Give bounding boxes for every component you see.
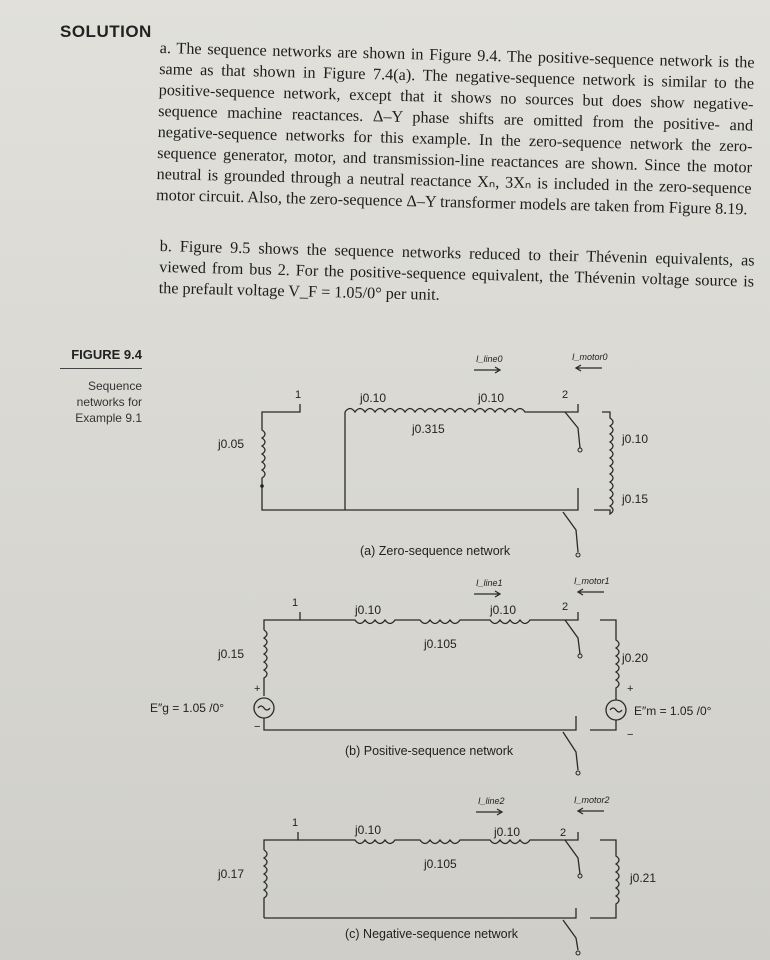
solution-part-a: a. The sequence networks are shown in Figure 9.4. The positive-sequence network is the same as that shown in Figure 7.4(a). The negative-sequence network is similar to the positive-sequence network, except that it shows no sources but does show negative-sequence machine reactances. Δ–Y phase shifts are omitted from the positive- and negative-sequence networks for this example. In the zero-sequence network the zero-sequence generator, motor, and transmission-line reactances are shown. Since the motor neutral is grounded through a neutral reactance Xₙ, 3Xₙ is included in the zero-sequence motor circuit. Also, the zero-sequence Δ–Y transformer models are taken from Figure 8.19. [155,38,755,219]
zero-bottom-node [576,553,580,557]
zero-x-t2: j0.10 [478,391,505,405]
neg-x-t1: j0.10 [355,823,382,837]
zero-i-motor-arrow [576,365,602,371]
pos-i-motor: I_motor1 [574,576,610,586]
pos-series-reactances [300,612,578,624]
pos-motor-switch [565,620,580,654]
zero-gen-reactance [262,425,265,486]
zero-left-wire [262,486,578,510]
neg-bus2: 2 [560,827,567,839]
zero-x-gen: j0.05 [218,437,245,451]
pos-left-top [264,612,300,630]
pos-x-line: j0.105 [424,637,457,651]
pos-motor-reactance [600,620,619,700]
zero-bottom-switch [563,512,578,552]
zero-series-reactances [345,404,578,412]
neg-x-line: j0.105 [424,857,457,871]
zero-x-line: j0.315 [412,422,445,436]
neg-motor-reactance [590,840,619,918]
zero-gen-node [260,484,264,488]
pos-x-t1: j0.10 [355,603,382,617]
pos-gen-tilde [258,706,270,710]
neg-bottom-node [576,951,580,955]
neg-motor-switch-node [578,874,582,878]
neg-left-top [264,832,298,850]
neg-gen-reactance [264,850,267,918]
pos-i-motor-arrow [578,589,604,595]
pos-e-gen: E″g = 1.05 /0° [150,701,225,715]
neg-x-gen: j0.17 [218,867,245,881]
pos-i-line: I_line1 [476,578,503,588]
pos-motor-switch-node [578,654,582,658]
zero-sequence-network [217,352,648,558]
solution-heading: SOLUTION [60,22,152,41]
negative-sequence-network [217,795,656,955]
pos-gen-minus: − [254,721,261,733]
neg-motor-switch [565,840,580,874]
pos-bottom-switch [563,732,578,770]
zero-motor-switch [565,412,580,448]
zero-gen-top [262,404,300,425]
solution-part-b: b. Figure 9.5 shows the sequence networks reduced to their Thévenin equivalents, as viewed from bus 2. For the positive-sequence equivalent, the Thévenin voltage source is the prefault voltage V_F = 1.05/0° per unit. [158,236,755,304]
figure-caption: Sequence networks for Example 9.1 [75,379,142,425]
zero-i-motor: I_motor0 [572,352,608,362]
pos-x-t2: j0.10 [490,603,517,617]
neg-x-motor: j0.21 [630,871,657,885]
pos-motor-bottom [590,720,616,730]
zero-motor-switch-node [578,448,582,452]
neg-i-line: I_line2 [478,796,505,806]
positive-sequence-network [150,576,712,775]
neg-caption: (c) Negative-sequence network [345,927,518,941]
zero-x-motor: j0.10 [622,432,649,446]
pos-caption: (b) Positive-sequence network [345,744,514,758]
pos-bottom-node [576,771,580,775]
pos-x-motor: j0.20 [622,651,649,665]
zero-i-line-arrow [474,367,500,373]
pos-motor-minus: − [627,729,634,741]
pos-bus1: 1 [292,597,299,609]
zero-x-t1: j0.10 [360,391,387,405]
neg-bottom-switch [563,920,578,950]
pos-bus2: 2 [562,601,569,613]
pos-x-gen: j0.15 [218,647,245,661]
neg-i-motor: I_motor2 [574,795,610,805]
zero-i-line: I_line0 [476,354,503,364]
zero-caption: (a) Zero-sequence network [360,544,511,558]
pos-motor-tilde [610,708,622,712]
figure-label: FIGURE 9.4 [71,347,142,362]
neg-i-line-arrow [476,809,502,815]
zero-bus1: 1 [295,389,302,401]
neg-i-motor-arrow [578,808,604,814]
pos-motor-plus: + [627,683,634,695]
pos-left-bottom [264,716,576,730]
zero-motor-coils [594,412,613,514]
neg-x-t2: j0.10 [494,825,521,839]
neg-bus1: 1 [292,817,299,829]
pos-e-motor: E″m = 1.05 /0° [634,704,712,718]
pos-gen-reactance [264,630,267,696]
neg-bottom-wire [264,908,576,918]
pos-gen-plus: + [254,683,261,695]
neg-series-reactances [298,832,578,844]
zero-bus2: 2 [562,389,569,401]
zero-x-neutral: j0.15 [622,492,649,506]
pos-i-line-arrow [474,591,500,597]
